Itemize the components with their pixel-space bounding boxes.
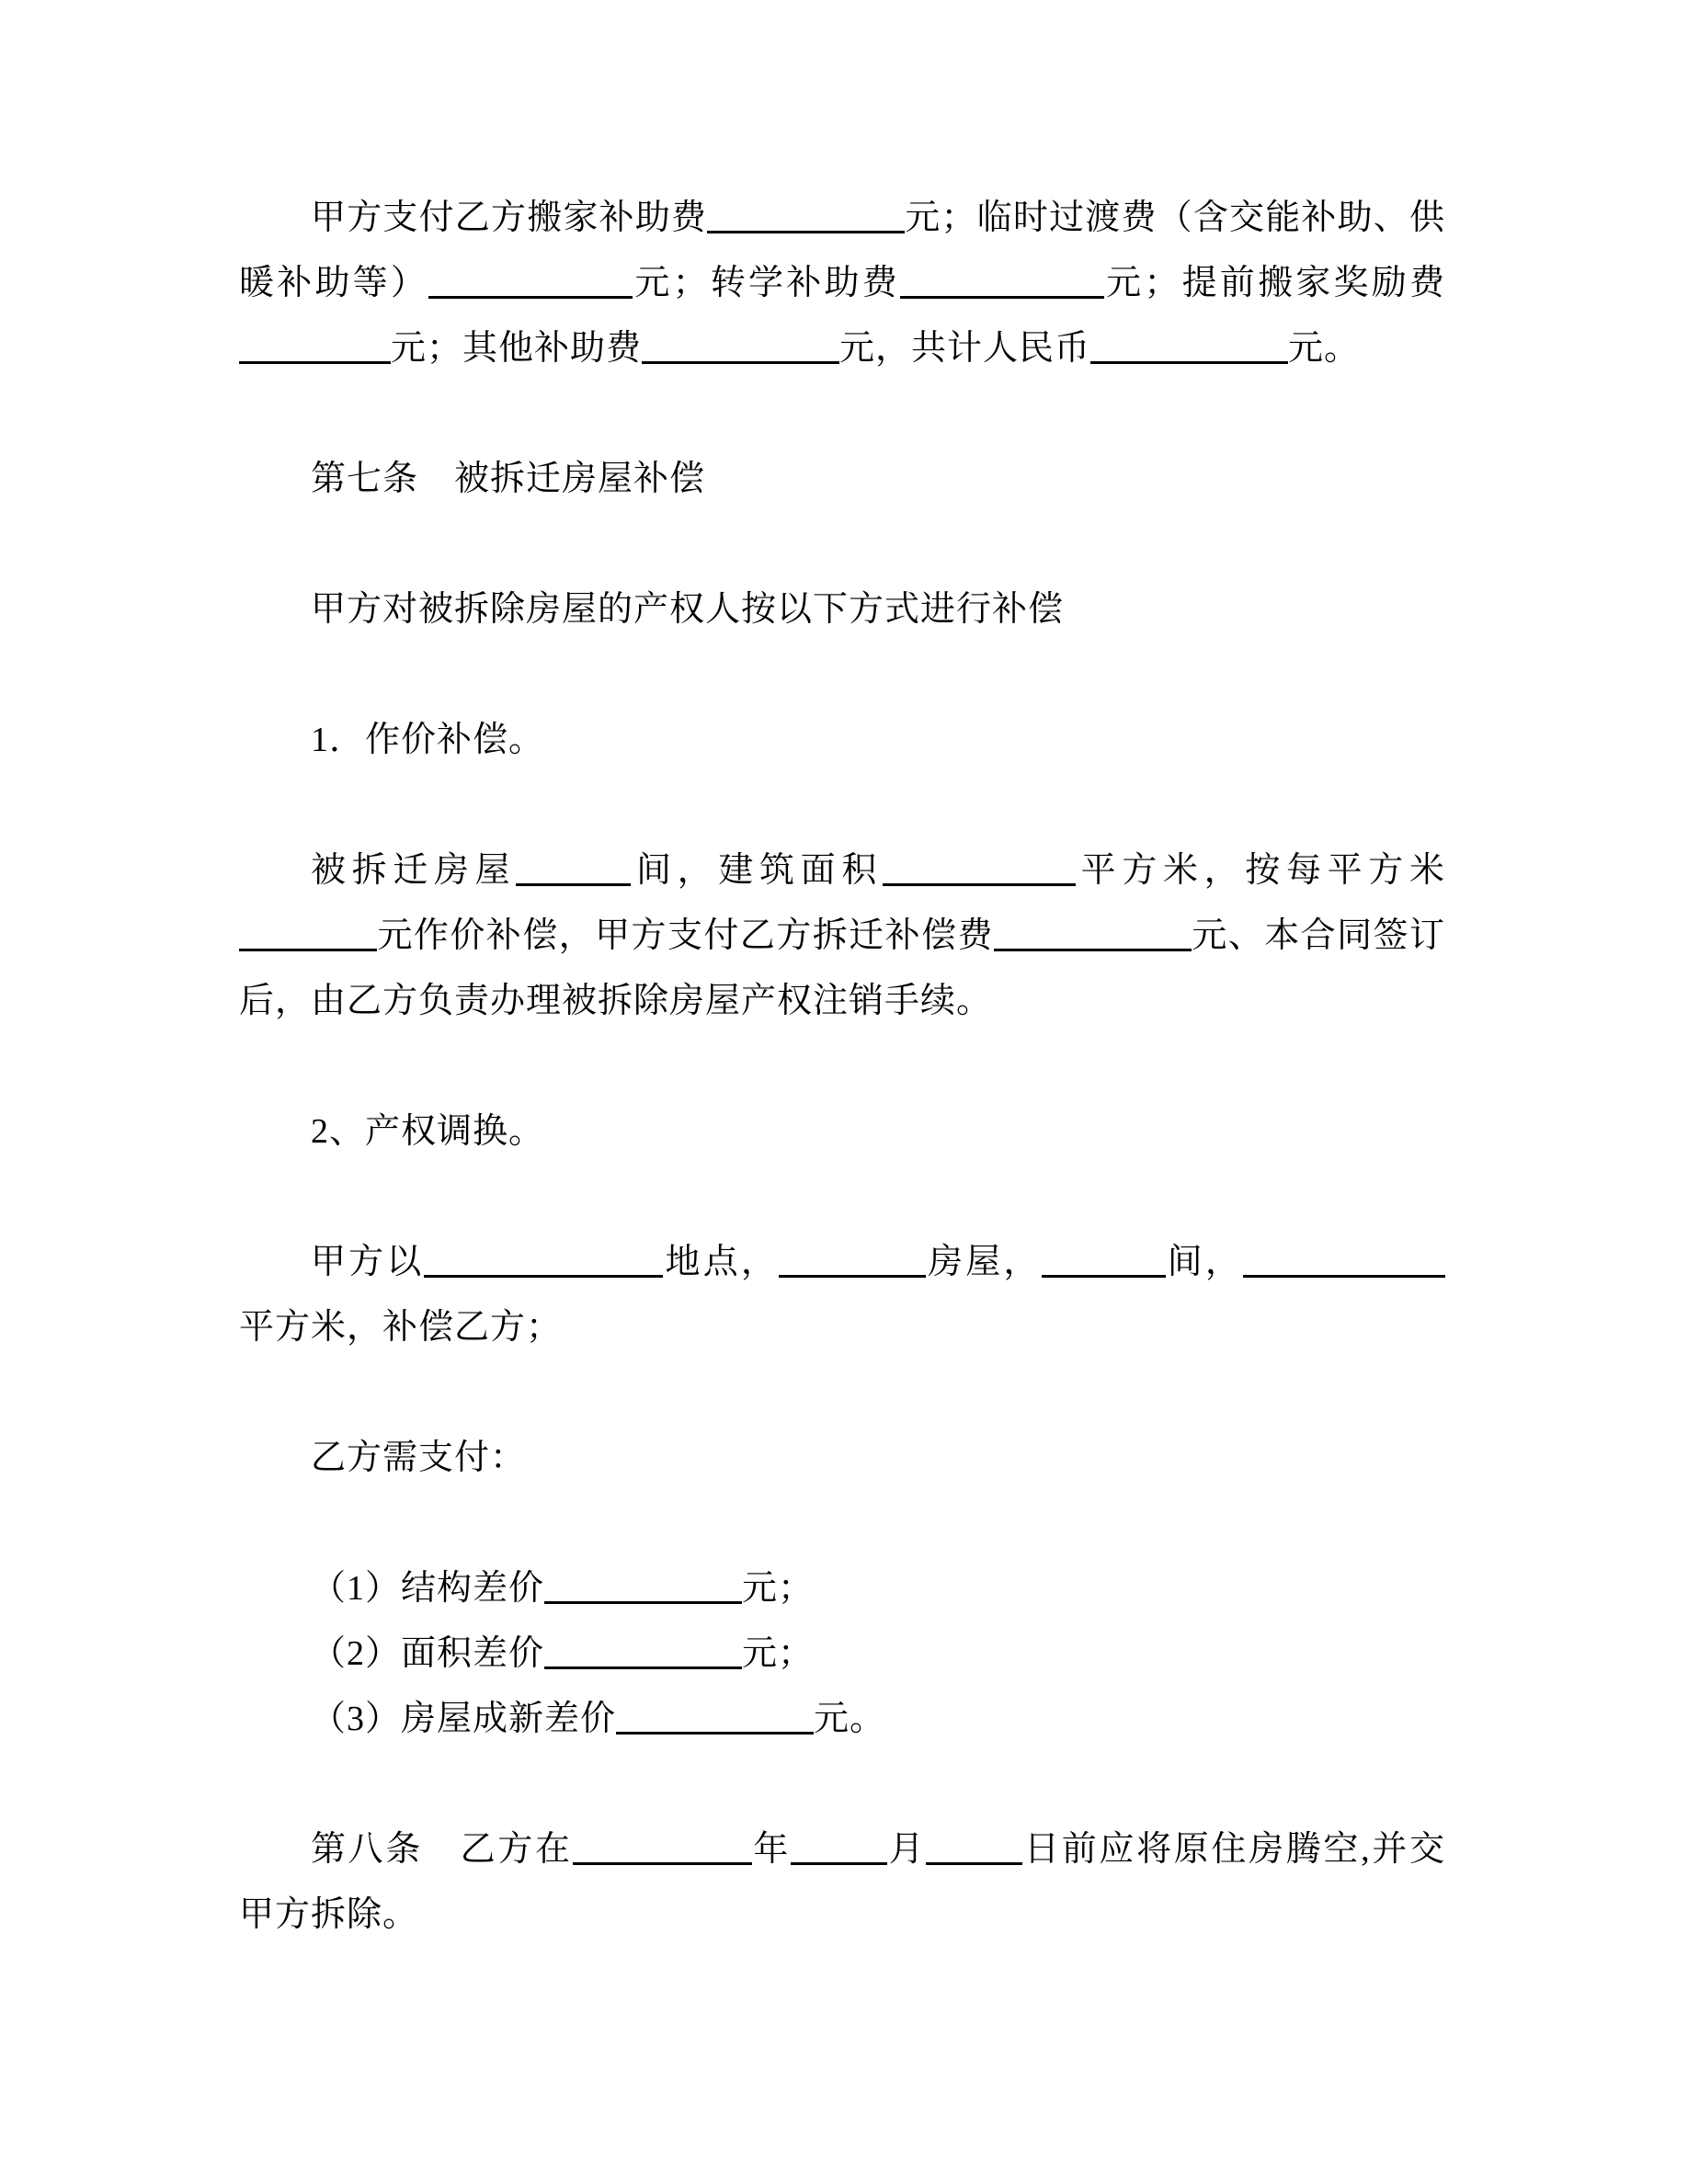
text-run: 第七条 被拆迁房屋补偿: [311, 460, 706, 498]
text-run: 元作价补偿，甲方支付乙方拆迁补偿费: [377, 916, 994, 955]
fill-in-blank: [900, 291, 1104, 299]
text-run: 元，共计人民币: [839, 329, 1091, 368]
text-run: 平方米，按每平方米: [1075, 851, 1445, 890]
text-run: 甲方对被拆除房屋的产权人按以下方式进行补偿: [311, 590, 1065, 629]
para-article-8: [239, 1817, 1445, 1948]
text-run: 元；: [742, 1569, 815, 1608]
text-run: 第八条 乙方在: [311, 1830, 573, 1869]
heading-article-7: [239, 447, 1445, 512]
fill-in-blank: [883, 879, 1076, 886]
fill-in-blank: [1042, 1270, 1166, 1278]
text-run: 年: [751, 1830, 792, 1869]
fill-in-blank: [616, 1727, 814, 1735]
fill-in-blank: [544, 1597, 742, 1604]
text-run: 元；转学补助费: [633, 264, 900, 302]
fill-in-blank: [544, 1662, 742, 1669]
text-run: 元；: [742, 1634, 815, 1673]
text-run: 平方米，补偿乙方；: [239, 1308, 563, 1347]
item-1-price-compensation: [239, 708, 1445, 773]
fill-in-blank: [573, 1858, 752, 1865]
fill-in-blank: [516, 879, 631, 886]
text-run: 被拆迁房屋: [311, 851, 517, 890]
text-run: 2、产权调换。: [311, 1112, 545, 1151]
para-party-b-pays: [239, 1426, 1445, 1491]
fill-in-blank: [424, 1270, 663, 1278]
fill-in-blank: [239, 357, 391, 364]
item-2-property-exchange: [239, 1099, 1445, 1165]
text-run: （1）结构差价: [311, 1569, 545, 1608]
text-run: 元；其他补助费: [391, 329, 643, 368]
text-run: 房屋，: [925, 1243, 1042, 1281]
document-body: [239, 186, 1445, 2013]
fill-in-blank: [994, 944, 1192, 951]
text-run: （2）面积差价: [311, 1634, 545, 1673]
item-area-price-difference: [239, 1621, 1445, 1687]
para-price-compensation-detail: [239, 838, 1445, 1034]
fill-in-blank: [926, 1858, 1022, 1865]
text-run: （3）房屋成新差价: [311, 1700, 617, 1738]
text-run: 元；提前搬家奖励费: [1103, 264, 1445, 302]
text-run: 甲方支付乙方搬家补助费: [311, 199, 708, 237]
item-condition-price-difference: [239, 1687, 1445, 1752]
text-run: 月: [887, 1830, 927, 1869]
para-property-exchange-detail: [239, 1230, 1445, 1360]
para-compensation-method-intro: [239, 577, 1445, 643]
text-run: 元。: [814, 1700, 886, 1738]
text-run: 地点，: [663, 1243, 779, 1281]
text-run: 元、本合同签订后，由乙方负责办理被拆除房屋产权注销手续。: [239, 916, 1445, 1020]
fill-in-blank: [1243, 1270, 1445, 1278]
text-run: 间，: [1165, 1243, 1243, 1281]
fill-in-blank: [779, 1270, 926, 1278]
text-run: 元。: [1288, 329, 1361, 368]
fill-in-blank: [642, 357, 839, 364]
text-run: 元；临时过渡费（含交能补助、供暖补助等）: [239, 199, 1445, 302]
fill-in-blank: [239, 944, 377, 951]
text-run: 1．作价补偿。: [311, 721, 545, 759]
fill-in-blank: [428, 291, 633, 299]
text-run: 甲方以: [311, 1243, 425, 1281]
text-run: 乙方需支付：: [311, 1439, 527, 1477]
fill-in-blank: [707, 226, 905, 233]
text-run: 间，建筑面积: [631, 851, 883, 890]
fill-in-blank: [791, 1858, 887, 1865]
item-structure-price-difference: [239, 1556, 1445, 1621]
fill-in-blank: [1090, 357, 1288, 364]
text-run: 日前应将原住房腾空,并交甲方拆除。: [239, 1830, 1445, 1934]
para-subsidy-fees: [239, 186, 1445, 381]
